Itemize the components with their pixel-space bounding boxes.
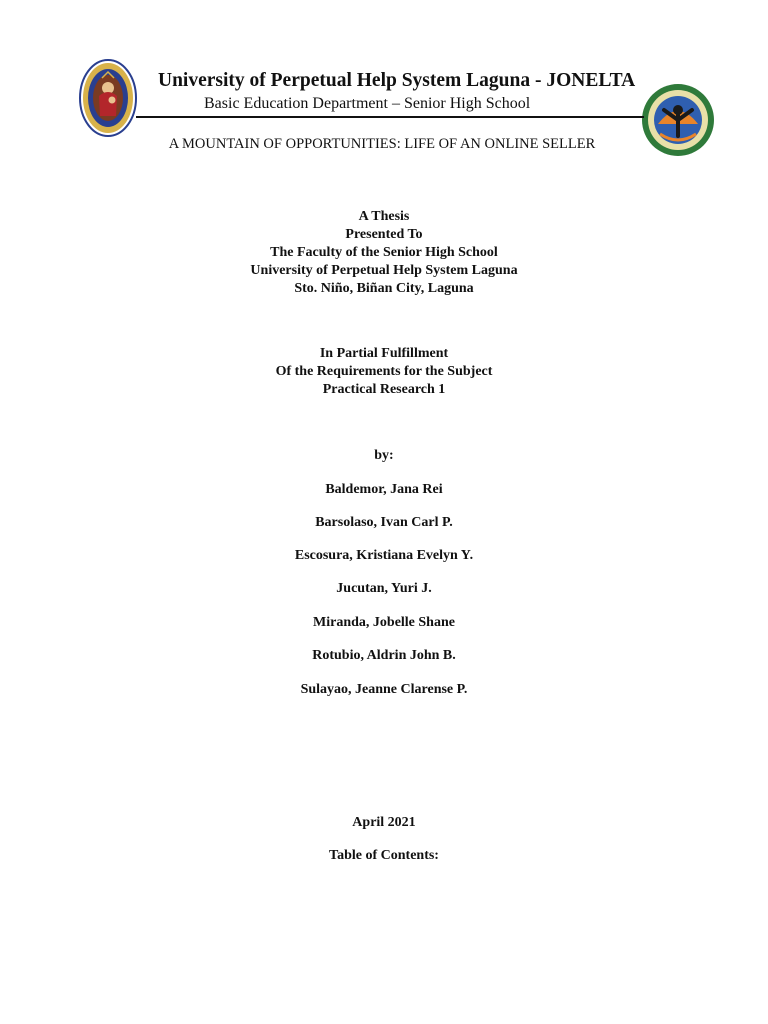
fulfillment-block bbox=[0, 345, 768, 399]
presentation-line: Sto. Niño, Biñan City, Laguna bbox=[294, 281, 474, 296]
author-name: Baldemor, Jana Rei bbox=[325, 482, 443, 497]
author-name: Miranda, Jobelle Shane bbox=[313, 615, 455, 630]
presentation-line: University of Perpetual Help System Laguna bbox=[250, 263, 518, 278]
fulfillment-line: In Partial Fulfillment bbox=[319, 346, 449, 361]
fulfillment-line: Of the Requirements for the Subject bbox=[275, 364, 493, 379]
presentation-line: The Faculty of the Senior High School bbox=[270, 245, 498, 260]
header-divider bbox=[136, 116, 644, 118]
date: April 2021 bbox=[352, 815, 416, 830]
author-name: Jucutan, Yuri J. bbox=[336, 581, 432, 596]
table-of-contents-heading: Table of Contents: bbox=[329, 848, 439, 863]
department-subtitle: Basic Education Department – Senior High School bbox=[204, 95, 531, 112]
author-name: Sulayao, Jeanne Clarense P. bbox=[300, 682, 468, 697]
presentation-line: A Thesis bbox=[358, 209, 410, 224]
thesis-title: A MOUNTAIN OF OPPORTUNITIES: LIFE OF AN ONLINE SELLER bbox=[168, 136, 596, 152]
by-label: by: bbox=[374, 448, 394, 463]
author-name: Escosura, Kristiana Evelyn Y. bbox=[294, 548, 474, 563]
university-title: University of Perpetual Help System Laguna - JONELTA bbox=[158, 70, 636, 91]
author-name: Barsolaso, Ivan Carl P. bbox=[315, 515, 453, 530]
presentation-line: Presented To bbox=[345, 227, 423, 242]
presentation-block bbox=[0, 208, 768, 298]
author-name: Rotubio, Aldrin John B. bbox=[312, 648, 456, 663]
fulfillment-line: Practical Research 1 bbox=[322, 382, 446, 397]
university-seal-icon bbox=[78, 58, 138, 138]
